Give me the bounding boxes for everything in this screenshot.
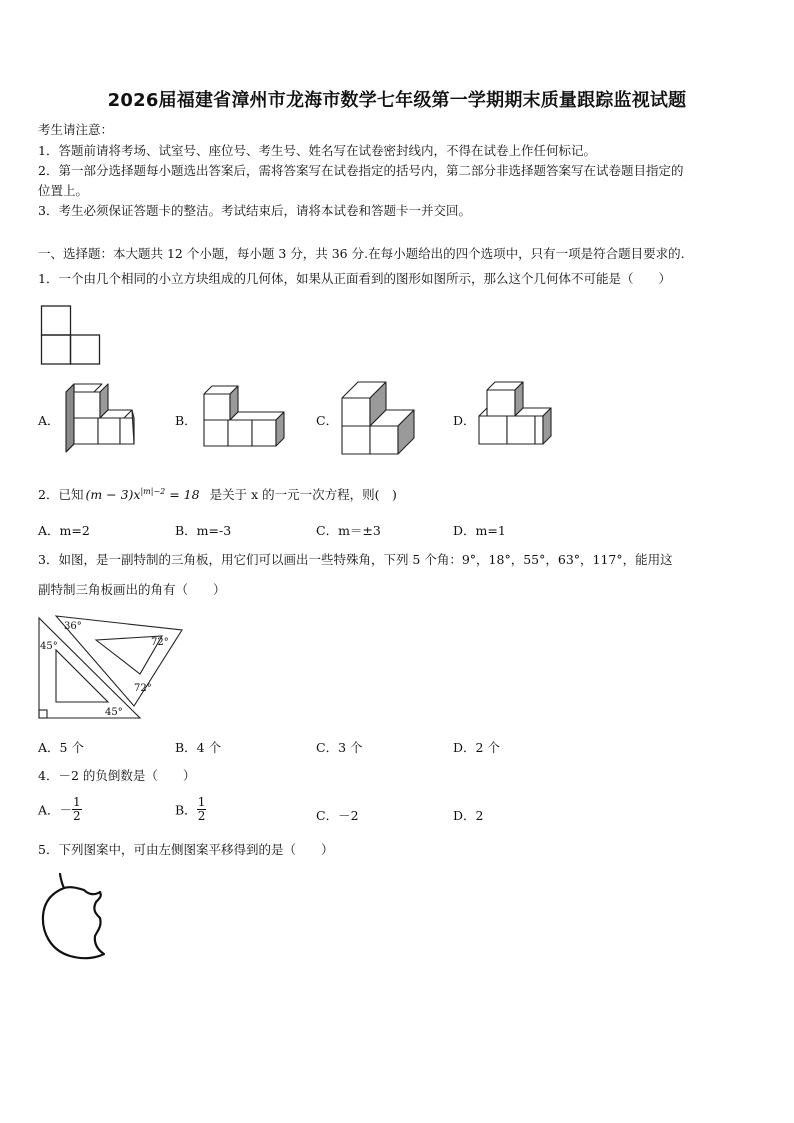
cube-figure-a xyxy=(64,380,138,456)
triangle-set-figure xyxy=(36,612,186,722)
fraction-numerator: 1 xyxy=(73,795,81,809)
option-label-d[interactable]: D． xyxy=(453,413,476,428)
section-heading: 一、选择题：本大题共 12 个小题，每小题 3 分，共 36 分.在每小题给出的四个选项中，只有一项是符合题目要求的. xyxy=(38,246,685,261)
equation-rhs: = 18 xyxy=(165,487,200,503)
notice-line: 1．答题前请将考场、试室号、座位号、考生号、姓名写在试卷密封线内，不得在试卷上作任何标记。 xyxy=(38,143,596,158)
equation-exponent: |m|−2 xyxy=(140,487,166,496)
option-label-c[interactable]: C． xyxy=(316,413,339,428)
option-c[interactable]: C．－2 xyxy=(316,808,359,823)
option-c[interactable]: C．3 个 xyxy=(316,740,363,755)
notice-line: 2．第一部分选择题每小题选出答案后，需将答案写在试卷指定的括号内，第二部分非选择题答案写在试卷题目指定的 xyxy=(38,163,684,178)
question-2-suffix: 是关于 x 的一元一次方程，则( ) xyxy=(209,487,397,503)
question-5-stem: 5．下列图案中，可由左侧图案平移得到的是（ ） xyxy=(38,842,334,857)
fraction xyxy=(197,796,207,823)
option-label-a[interactable]: A． xyxy=(38,413,60,428)
option-label-b[interactable]: B． xyxy=(175,413,197,428)
option-b[interactable] xyxy=(175,796,206,823)
option-c[interactable]: C．m＝±3 xyxy=(316,523,381,538)
question-3-stem-cont: 副特制三角板画出的角有（ ） xyxy=(38,582,226,597)
option-b-label: B． xyxy=(175,802,197,818)
angle-label: 45° xyxy=(105,707,123,718)
leaf-figure xyxy=(38,870,114,960)
cube-figure-d xyxy=(477,380,553,456)
equation-base: (m − 3)x xyxy=(85,487,141,503)
angle-label: 45° xyxy=(40,641,58,652)
notice-heading: 考生请注意： xyxy=(38,122,114,137)
question-2-stem xyxy=(38,484,397,503)
option-d[interactable]: D．2 个 xyxy=(453,740,500,755)
fraction-denominator: 2 xyxy=(73,809,81,823)
option-d[interactable]: D．2 xyxy=(453,808,484,823)
page-title: 2026届福建省漳州市龙海市数学七年级第一学期期末质量跟踪监视试题 xyxy=(107,90,687,111)
option-a[interactable]: A．5 个 xyxy=(38,740,84,755)
question-1-stem: 1．一个由几个相同的小立方块组成的几何体，如果从正面看到的图形如图所示，那么这个几何体不可能是（ ） xyxy=(38,271,671,286)
fraction-numerator: 1 xyxy=(197,795,206,809)
question-3-stem: 3．如图，是一副特制的三角板，用它们可以画出一些特殊角，下列 5 个角：9°，18°，55°，63°，117°，能用这 xyxy=(38,552,673,567)
notice-line: 3．考生必须保证答题卡的整洁。考试结束后，请将本试卷和答题卡一并交回。 xyxy=(38,203,471,218)
angle-label: 36° xyxy=(64,621,82,632)
cube-figure-c xyxy=(340,380,418,456)
question-4-stem: 4．－2 的负倒数是（ ） xyxy=(38,768,196,783)
option-b[interactable]: B．m=-3 xyxy=(175,523,232,538)
angle-label: 72° xyxy=(151,637,169,648)
fraction-denominator: 2 xyxy=(197,809,206,823)
option-a-label: A． xyxy=(38,802,60,818)
notice-line: 位置上。 xyxy=(38,183,89,198)
option-a[interactable] xyxy=(38,796,82,823)
fraction xyxy=(72,796,82,823)
angle-label: 72° xyxy=(134,683,152,694)
option-d[interactable]: D．m=1 xyxy=(453,523,506,538)
front-view-figure xyxy=(40,304,102,366)
minus-sign: － xyxy=(59,802,73,818)
cube-figure-b xyxy=(202,384,286,450)
question-2-prefix: 2．已知 xyxy=(38,487,84,503)
option-b[interactable]: B．4 个 xyxy=(175,740,222,755)
option-a[interactable]: A．m=2 xyxy=(38,523,90,538)
